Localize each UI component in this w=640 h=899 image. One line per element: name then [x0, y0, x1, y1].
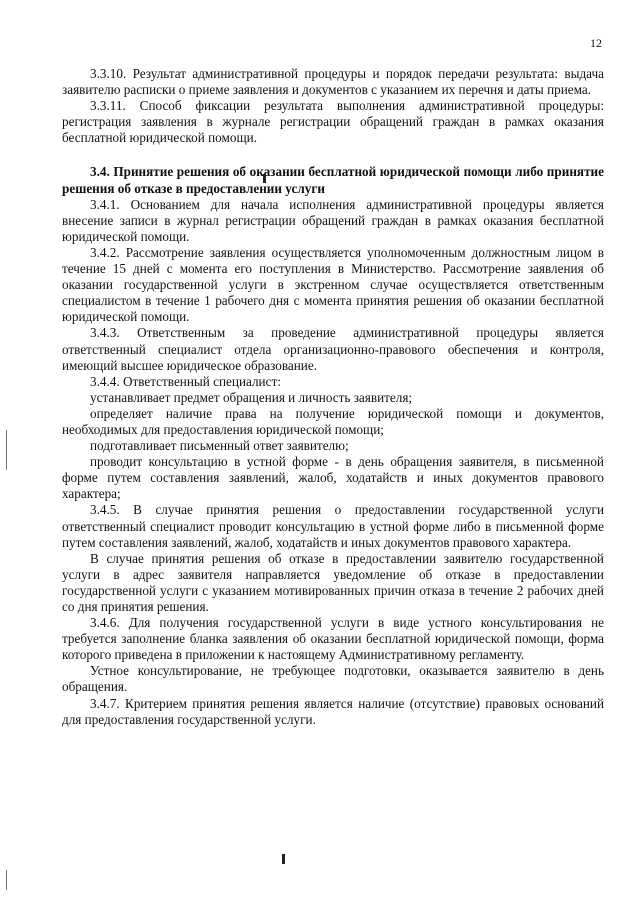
paragraph-3-4-4: 3.4.4. Ответственный специалист:	[90, 373, 281, 389]
scan-edge-mark	[6, 430, 7, 470]
document-body	[62, 66, 604, 728]
list-item: подготавливает письменный ответ заявителю;	[90, 438, 349, 454]
paragraph-3-3-11: 3.3.11. Способ фиксации результата выполнения административной процедуры: регистрация заявления в журнале регистрации обращений граждан в рамках оказания бесплатной юридической помощи.	[62, 98, 604, 146]
paragraph-refusal: В случае принятия решения об отказе в предоставлении заявителю государственной услуги в адрес заявителя направляется уведомление об отказе в предоставлении государственной услуги с указанием мотивированных причин отказа в течение 2 рабочих дней со дня принятия решения.	[62, 550, 604, 614]
scan-edge-mark	[6, 870, 7, 890]
paragraph-3-4-5: 3.4.5. В случае принятия решения о предоставлении государственной услуги ответственный специалист проводит консультацию в устной форме либо в письменной форме путем составления заявлений, жалоб, ходатайств и иных документов правового характера.	[62, 502, 604, 550]
paragraph-3-4-7: 3.4.7. Критерием принятия решения является наличие (отсутствие) правовых оснований для предоставления государственной услуги.	[62, 695, 604, 727]
list-item: определяет наличие права на получение юридической помощи и документов, необходимых для предоставления юридической помощи;	[62, 405, 604, 437]
section-heading-3-4: 3.4. Принятие решения об оказании бесплатной юридической помощи либо принятие решения об отказе в предоставлении услуги	[62, 164, 604, 196]
paragraph-3-4-6: 3.4.6. Для получения государственной услуги в виде устного консультирования не требуется заполнение бланка заявления об оказании бесплатной юридической помощи, форма которого приведена в приложении к настоящему Административному регламенту.	[62, 615, 604, 663]
paragraph-3-4-3: 3.4.3. Ответственным за проведение административной процедуры является ответственный специалист отдела организационно-правового обеспечения и контроля, имеющий высшее юридическое образование.	[62, 325, 604, 373]
page-number: 12	[590, 36, 602, 50]
scan-artifact-mark	[282, 854, 285, 864]
list-item: проводит консультацию в устной форме - в день обращения заявителя, в письменной форме путем составления заявлений, жалоб, ходатайств и иных документов правового характера;	[62, 454, 604, 502]
paragraph-3-3-10: 3.3.10. Результат административной процедуры и порядок передачи результата: выдача заявителю расписки о приеме заявления и документов с указанием их перечня и даты приема.	[62, 66, 604, 98]
paragraph-3-4-2: 3.4.2. Рассмотрение заявления осуществляется уполномоченным должностным лицом в течение 15 дней с момента его поступления в Министерство. Рассмотрение заявления об оказании государственной услуги в экстренном случае осуществляется ответственным специалистом в течение 1 рабочего дня с момента принятия решения об оказании бесплатной юридической помощи.	[62, 244, 604, 325]
paragraph-oral-consultation: Устное консультирование, не требующее подготовки, оказывается заявителю в день обращения.	[62, 663, 604, 695]
paragraph-3-4-1: 3.4.1. Основанием для начала исполнения административной процедуры является внесение записи в журнал регистрации обращений граждан в рамках оказания бесплатной юридической помощи.	[62, 196, 604, 244]
list-item: устанавливает предмет обращения и личность заявителя;	[90, 389, 413, 405]
